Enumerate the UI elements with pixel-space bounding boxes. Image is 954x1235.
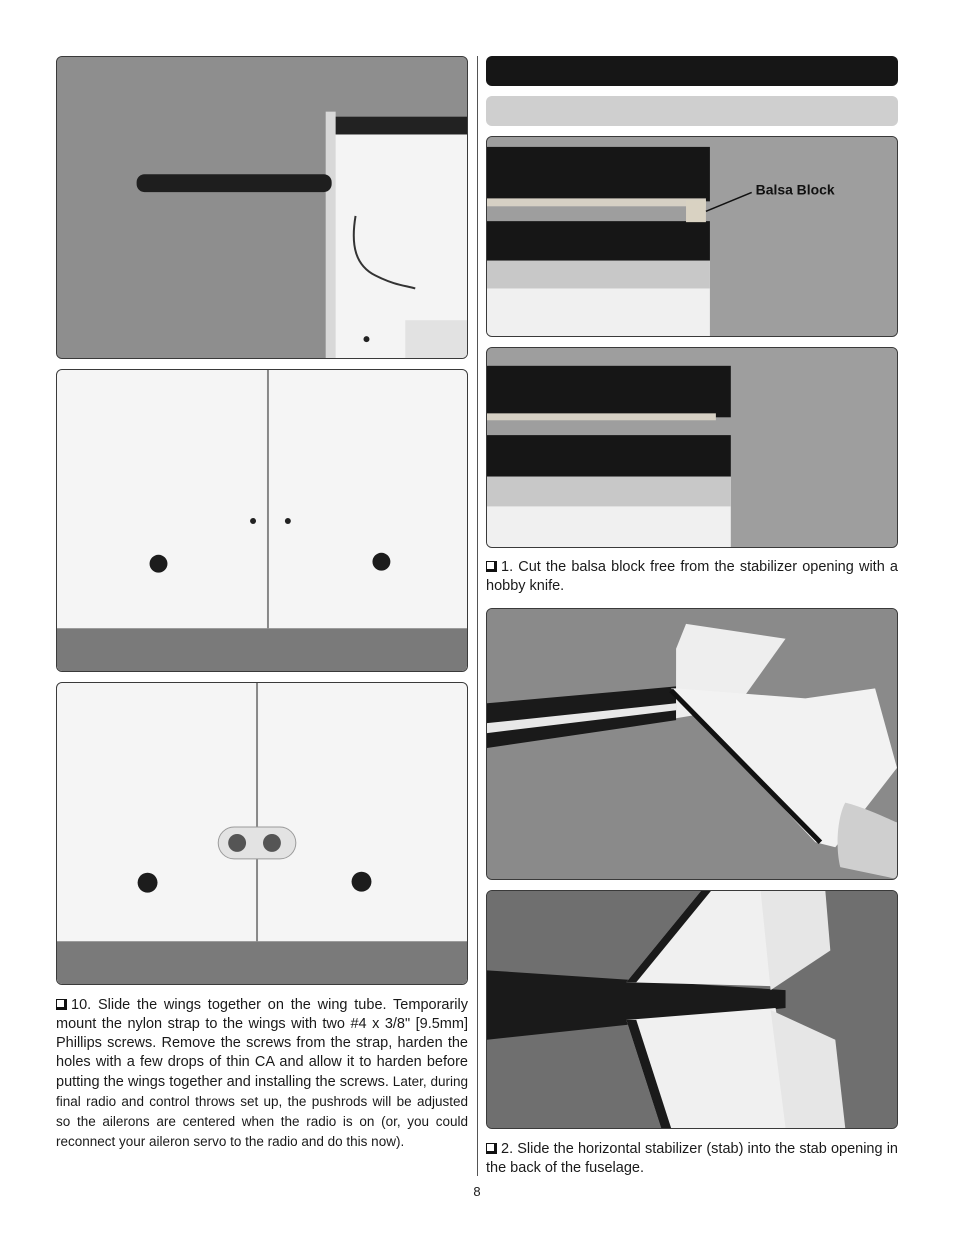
checkbox-icon[interactable] [486,561,497,572]
column-divider [477,56,478,1176]
step-1-label: 1. Cut the balsa block free from the stabilizer opening with a hobby knife. [486,559,898,594]
photo-stab-insertion [486,608,898,880]
step-1-text [486,558,898,596]
checkbox-icon[interactable] [486,1143,497,1154]
checkbox-icon[interactable] [56,999,67,1010]
step-2-label: 2. Slide the horizontal stabilizer (stab) into the stab opening in the back of the fuselage. [486,1141,898,1176]
photo-stab-installed [486,890,898,1129]
photo-wing-tube-fuselage [56,56,468,359]
photo-balsa-block-removed [486,347,898,548]
page-number: 8 [473,1184,481,1199]
photo-wing-strap-screws [56,682,468,985]
photo-wing-halves-holes [56,369,468,672]
subsection-header-bar [486,96,898,126]
step-10-text [56,996,468,1152]
step-10-note: Later, during final radio and control throws set up, the pushrods will be adjusted so the ailerons are centered when the radio is on (or, you could reconnect your aileron servo to the radio and do this now). [56,1074,468,1149]
balsa-block-callout: Balsa Block [755,181,835,198]
section-header-bar [486,56,898,86]
photo-balsa-block [486,136,898,337]
step-10-main: 10. Slide the wings together on the wing tube. Temporarily mount the nylon strap to the wings with two #4 x 3/8" [9.5mm] Phillips screws. Remove the screws from the strap, harden the holes with a few drops of thin CA and allow it to harden before putting the wings together and installing the screws. [56,997,468,1090]
step-2-text [486,1140,898,1178]
